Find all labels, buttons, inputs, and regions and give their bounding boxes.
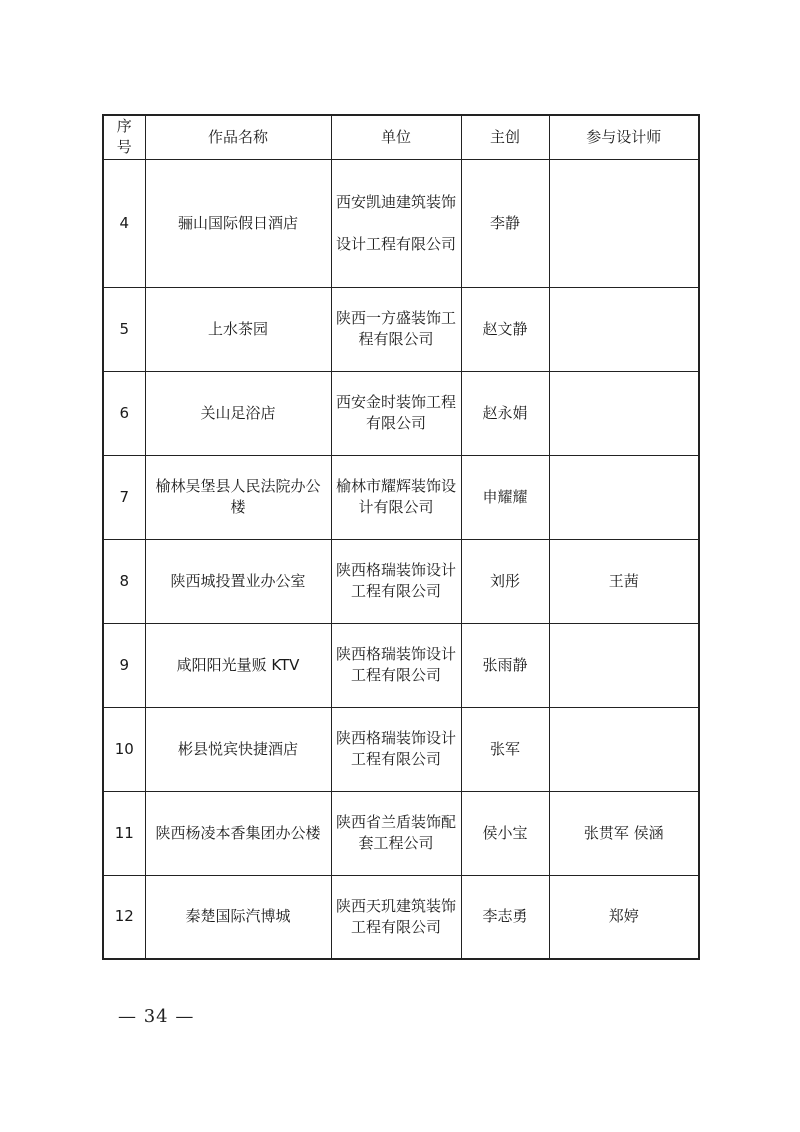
cell-designers <box>549 707 699 791</box>
cell-lead: 申耀耀 <box>461 455 549 539</box>
cell-unit: 西安金时装饰工程有限公司 <box>331 371 461 455</box>
awards-table <box>102 114 700 960</box>
cell-work: 秦楚国际汽博城 <box>145 875 331 959</box>
header-cell-unit: 单位 <box>331 115 461 159</box>
cell-work: 陕西杨凌本香集团办公楼 <box>145 791 331 875</box>
cell-designers <box>549 287 699 371</box>
cell-work: 陕西城投置业办公室 <box>145 539 331 623</box>
cell-designers <box>549 371 699 455</box>
cell-unit: 陕西格瑞装饰设计工程有限公司 <box>331 623 461 707</box>
cell-designers <box>549 623 699 707</box>
table-row <box>103 875 699 959</box>
header-cell-no: 序号 <box>103 115 145 159</box>
cell-no: 7 <box>103 455 145 539</box>
cell-designers: 郑婷 <box>549 875 699 959</box>
cell-no: 10 <box>103 707 145 791</box>
cell-work: 咸阳阳光量贩 KTV <box>145 623 331 707</box>
cell-unit: 陕西格瑞装饰设计工程有限公司 <box>331 707 461 791</box>
cell-work: 上水茶园 <box>145 287 331 371</box>
cell-unit: 西安凯迪建筑装饰设计工程有限公司 <box>331 159 461 287</box>
header-cell-designers: 参与设计师 <box>549 115 699 159</box>
header-cell-lead: 主创 <box>461 115 549 159</box>
cell-unit: 陕西省兰盾装饰配套工程公司 <box>331 791 461 875</box>
cell-no: 4 <box>103 159 145 287</box>
cell-unit: 陕西格瑞装饰设计工程有限公司 <box>331 539 461 623</box>
cell-no: 8 <box>103 539 145 623</box>
cell-work: 彬县悦宾快捷酒店 <box>145 707 331 791</box>
table-row <box>103 159 699 287</box>
cell-lead: 李静 <box>461 159 549 287</box>
table-row <box>103 791 699 875</box>
cell-lead: 赵永娟 <box>461 371 549 455</box>
cell-no: 5 <box>103 287 145 371</box>
cell-designers <box>549 455 699 539</box>
header-cell-work: 作品名称 <box>145 115 331 159</box>
cell-lead: 张雨静 <box>461 623 549 707</box>
cell-lead: 侯小宝 <box>461 791 549 875</box>
table-row <box>103 623 699 707</box>
table-row <box>103 707 699 791</box>
cell-no: 6 <box>103 371 145 455</box>
cell-designers: 张贯军 侯涵 <box>549 791 699 875</box>
cell-lead: 刘彤 <box>461 539 549 623</box>
cell-work: 骊山国际假日酒店 <box>145 159 331 287</box>
table-row <box>103 287 699 371</box>
page-number: — 34 — <box>118 1006 195 1027</box>
table-row <box>103 371 699 455</box>
cell-designers: 王茜 <box>549 539 699 623</box>
cell-lead: 张军 <box>461 707 549 791</box>
cell-designers <box>549 159 699 287</box>
cell-work: 关山足浴店 <box>145 371 331 455</box>
cell-lead: 赵文静 <box>461 287 549 371</box>
cell-no: 9 <box>103 623 145 707</box>
cell-unit: 陕西天玑建筑装饰工程有限公司 <box>331 875 461 959</box>
table-row <box>103 539 699 623</box>
cell-no: 11 <box>103 791 145 875</box>
cell-no: 12 <box>103 875 145 959</box>
cell-work: 榆林吴堡县人民法院办公楼 <box>145 455 331 539</box>
cell-unit: 陕西一方盛装饰工程有限公司 <box>331 287 461 371</box>
table-header-row <box>103 115 699 159</box>
table-row <box>103 455 699 539</box>
cell-unit: 榆林市耀辉装饰设计有限公司 <box>331 455 461 539</box>
cell-lead: 李志勇 <box>461 875 549 959</box>
